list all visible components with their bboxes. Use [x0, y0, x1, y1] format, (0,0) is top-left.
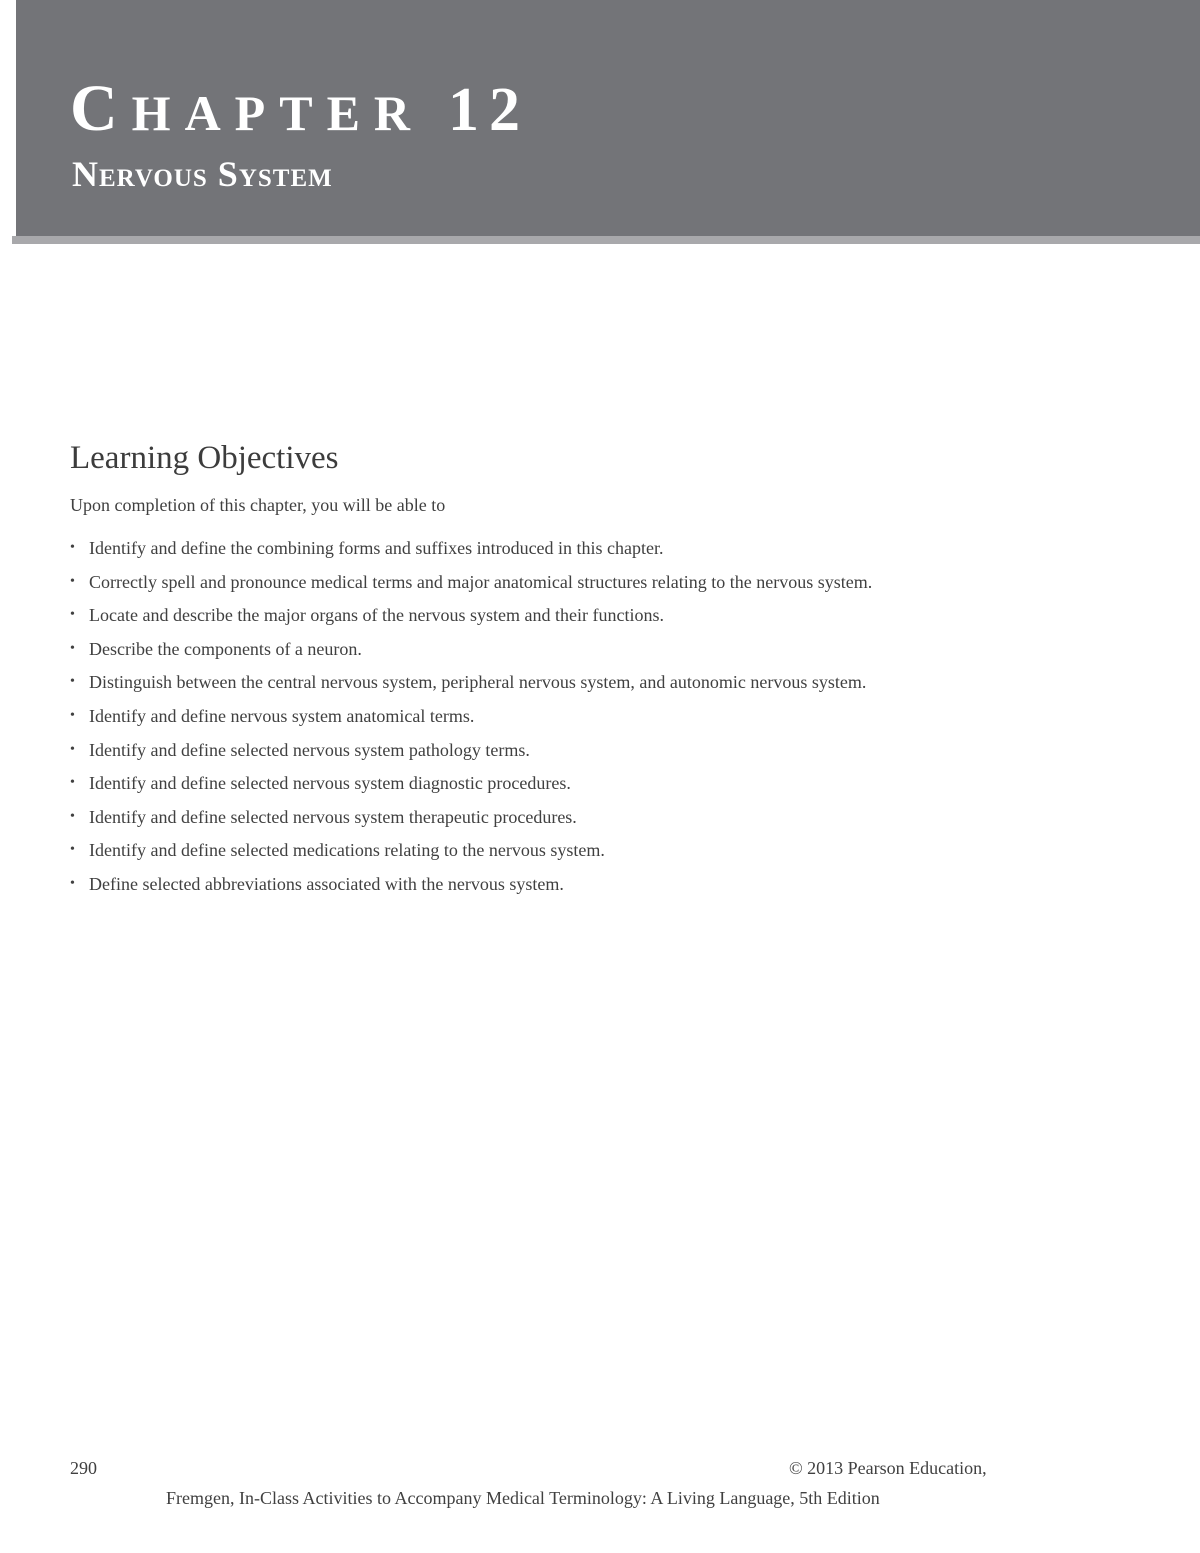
objective-item — [70, 637, 1070, 671]
objective-item — [70, 771, 1070, 805]
chapter-title-initial: C — [70, 72, 132, 145]
objective-text: Define selected abbreviations associated with the nervous system. — [89, 873, 564, 894]
chapter-title — [70, 72, 531, 145]
bullet-icon: • — [70, 540, 75, 555]
objective-text: Locate and describe the major organs of the nervous system and their functions. — [89, 605, 664, 626]
objective-text: Identify and define selected nervous system pathology terms. — [89, 739, 530, 760]
bullet-icon: • — [70, 640, 75, 656]
bullet-icon: • — [70, 775, 75, 791]
objective-item — [70, 872, 1070, 906]
objective-item — [70, 704, 1070, 738]
objective-text: Correctly spell and pronounce medical terms and major anatomical structures relating to the nervous system. — [89, 571, 873, 592]
bullet-icon: • — [70, 674, 75, 690]
objective-text: Identify and define the combining forms and suffixes introduced in this chapter. — [89, 538, 664, 558]
chapter-title-word: HAPTER — [131, 85, 425, 141]
objective-item — [70, 570, 1070, 604]
bullet-icon: • — [70, 741, 75, 757]
objective-item — [70, 603, 1070, 637]
bullet-icon: • — [70, 573, 75, 589]
objective-text: Identify and define selected nervous system diagnostic procedures. — [89, 773, 571, 794]
objective-item — [70, 536, 1070, 570]
header-rule — [12, 236, 1200, 244]
bullet-icon: • — [70, 842, 75, 858]
copyright-notice: © 2013 Pearson Education, — [789, 1458, 987, 1478]
bullet-icon: • — [70, 808, 75, 824]
learning-objectives-heading: Learning Objectives — [70, 440, 339, 476]
bullet-icon: • — [70, 607, 75, 623]
objective-text: Distinguish between the central nervous system, peripheral nervous system, and autonomic nervous system. — [89, 672, 867, 693]
page-number: 290 — [70, 1458, 97, 1478]
objective-text: Describe the components of a neuron. — [89, 638, 362, 659]
learning-objectives-list — [70, 536, 1070, 906]
objective-item — [70, 805, 1070, 839]
objective-text: Identify and define nervous system anatomical terms. — [89, 705, 475, 726]
objective-item — [70, 670, 1070, 704]
objective-text: Identify and define selected medications relating to the nervous system. — [89, 840, 605, 861]
chapter-subtitle: Nervous System — [72, 154, 333, 194]
chapter-number: 12 — [448, 76, 531, 144]
book-citation: Fremgen, In-Class Activities to Accompany Medical Terminology: A Living Language, 5th Edition — [166, 1488, 880, 1508]
learning-objectives-intro: Upon completion of this chapter, you will be able to — [70, 495, 446, 515]
objective-text: Identify and define selected nervous system therapeutic procedures. — [89, 806, 577, 827]
bullet-icon: • — [70, 875, 75, 891]
objective-item — [70, 738, 1070, 772]
bullet-icon: • — [70, 707, 75, 723]
objective-item — [70, 838, 1070, 872]
